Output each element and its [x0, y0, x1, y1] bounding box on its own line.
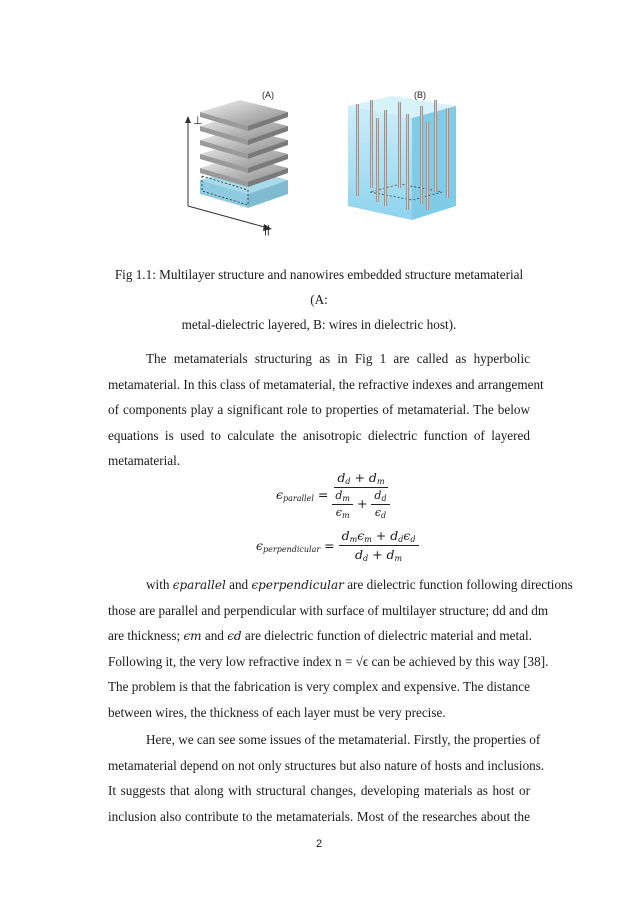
para2-line-2: those are parallel and perpendicular with surface of multilayer structure; dd and dm: [108, 602, 549, 618]
para3-line-2: metamaterial depend on not only structures but also nature of hosts and inclusions.: [108, 757, 545, 773]
axis-label-parallel: ||: [264, 224, 270, 236]
para3-line-4: inclusion also contribute to the metamaterials. Most of the researches about the: [108, 808, 530, 824]
para2-line-1: with ϵparallel and ϵperpendicular are dielectric function following directions: [146, 577, 573, 592]
equation-perpendicular: $\epsilon_{perpendicular}$ = $\frac{d_m\epsilon_m + d_d\epsilon_d}{d_d + d_m}$: [256, 528, 419, 563]
figure-metamaterial-structures: [180, 88, 480, 238]
caption-line-1: Fig 1.1: Multilayer structure and nanowires embedded structure metamaterial (A:: [114, 267, 524, 307]
para1-line-5: metamaterial.: [108, 453, 181, 468]
panel-label-a: (A): [262, 90, 274, 100]
para3-line-3: It suggests that along with structural changes, developing materials as host or: [108, 783, 530, 798]
para2-line-4: Following it, the very low refractive index n = √ϵ can be achieved by this way [38].: [108, 653, 549, 669]
nanowire-cube-panel-b: [348, 96, 456, 220]
eq2-lhs-subscript: perpendicular: [263, 544, 321, 554]
figure-illustration: [180, 88, 480, 238]
para2-line-6: between wires, the thickness of each layer must be very precise.: [108, 704, 446, 720]
para3-line-1: Here, we can see some issues of the metamaterial. Firstly, the properties of: [146, 732, 541, 747]
para2-line-5: The problem is that the fabrication is very complex and expensive. The distance: [108, 679, 530, 694]
panel-label-b: (B): [414, 90, 426, 100]
para2-line-3: are thickness; ϵm and ϵd are dielectric function of dielectric material and metal.: [108, 628, 532, 643]
page-number: 2: [315, 838, 323, 850]
layered-stack-panel-a: [200, 100, 288, 208]
paragraph-issues: [108, 727, 545, 829]
equation-parallel: $\epsilon_{parallel}$ = $d_d + d_m$ $\frac{d_m}{\epsilon_m}$ + $\frac{d_d}{\epsilon_d}$: [276, 470, 390, 520]
para1-line-2: metamaterial. In this class of metamaterial, the refractive indexes and arrangement: [108, 376, 544, 392]
paragraph-definitions: [108, 572, 573, 725]
figure-caption: [108, 262, 530, 337]
axis-label-perpendicular: ⊥: [193, 115, 203, 127]
paragraph-intro: [108, 346, 544, 474]
eq1-lhs-subscript: parallel: [283, 494, 314, 503]
caption-line-2: metal-dielectric layered, B: wires in dielectric host).: [181, 317, 457, 332]
para1-line-4: equations is used to calculate the anisotropic dielectric function of layered: [108, 427, 530, 443]
para1-line-1: The metamaterials structuring as in Fig 1 are called as hyperbolic: [146, 351, 530, 366]
para1-line-3: of components play a significant role to properties of metamaterial. The below: [108, 402, 530, 417]
